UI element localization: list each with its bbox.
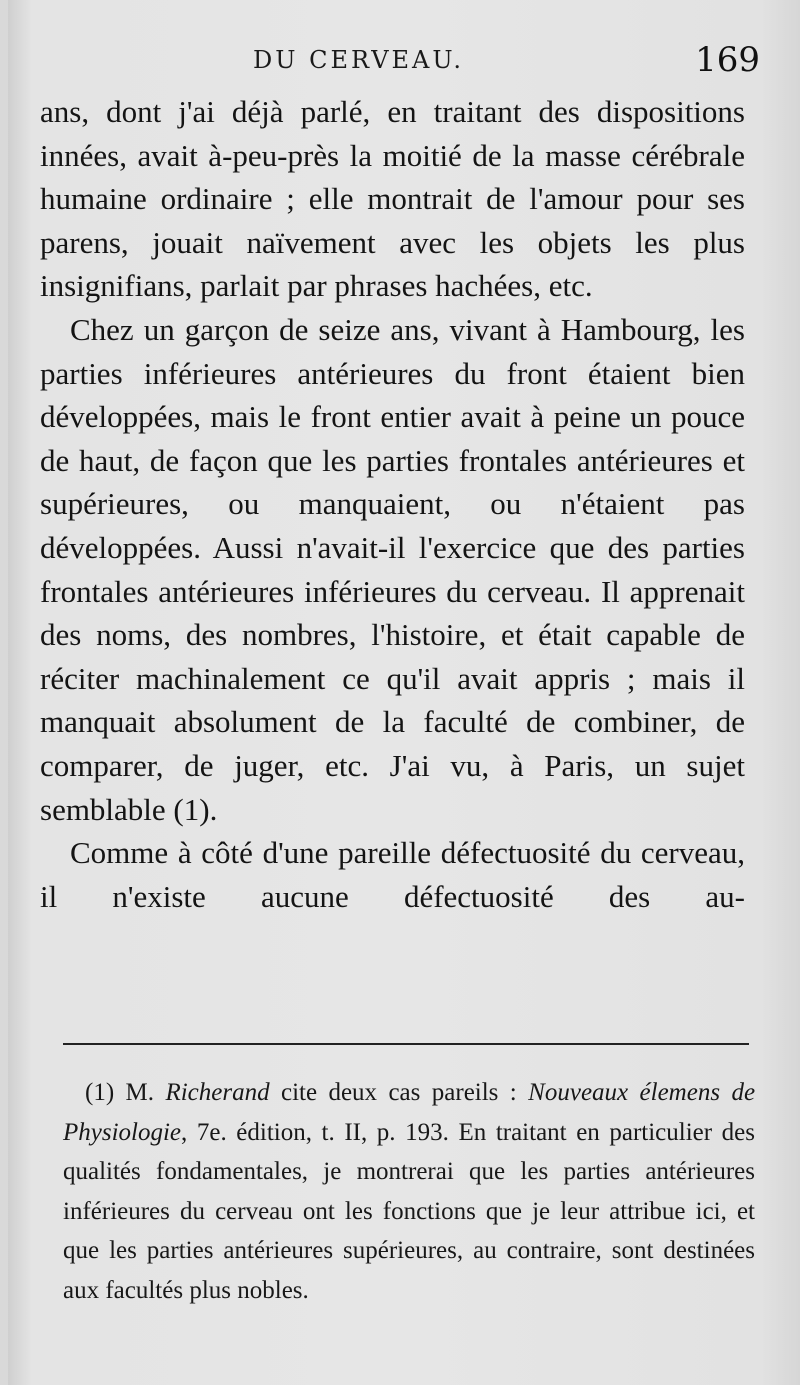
paragraph-1: ans, dont j'ai déjà parlé, en traitant des dispositions innées, avait à-peu-près la moitié de la masse cérébrale humaine ordinaire ; elle montrait de l'amour pour ses parens, jouait naïvement avec les objets les plus insignifians, parlait par phrases hachées, etc. — [40, 94, 745, 304]
footnote-text — [63, 1073, 755, 1310]
page-header — [48, 40, 760, 90]
paragraph-2: Chez un garçon de seize ans, vivant à Hambourg, les parties inférieures antérieures du front étaient bien développées, mais le front entier avait à peine un pouce de haut, de façon que les parties frontales antérieures et supérieures, ou manquaient, ou n'étaient pas développées. Aussi n'avait-il l'exercice que des parties frontales antérieures inférieures du cerveau. Il apprenait des noms, des nombres, l'histoire, et était capable de réciter machinalement ce qu'il avait appris ; mais il manquait absolument de la faculté de combiner, de comparer, de juger, etc. J'ai vu, à Paris, un sujet semblable (1). — [40, 311, 745, 827]
body-text — [40, 90, 745, 918]
running-head: DU CERVEAU. — [253, 46, 465, 74]
paragraph-3: Comme à côté d'une pareille défectuosité du cerveau, il n'existe aucune défectuosité des au- — [40, 835, 745, 914]
footnote-divider — [63, 1043, 749, 1045]
page-number: 169 — [695, 40, 760, 80]
footnote-book-title: Nouveaux élemens de Physiologie — [63, 1079, 756, 1146]
footnote-text-a: cite deux cas pareils : — [280, 1079, 517, 1106]
footnote — [63, 1073, 755, 1310]
footnote-author: Richerand — [165, 1079, 270, 1106]
footnote-text-b: , 7e. édition, t. II, p. 193. En traitant en particulier des qualités fondamentales, je montrerai que les parties antérieures inférieures du cerveau ont les fonctions que je leur attribue ici, et que les parties antérieures supérieures, au contraire, sont destinées aux facultés plus nobles. — [63, 1118, 755, 1304]
footnote-marker: (1) M. — [85, 1079, 155, 1106]
